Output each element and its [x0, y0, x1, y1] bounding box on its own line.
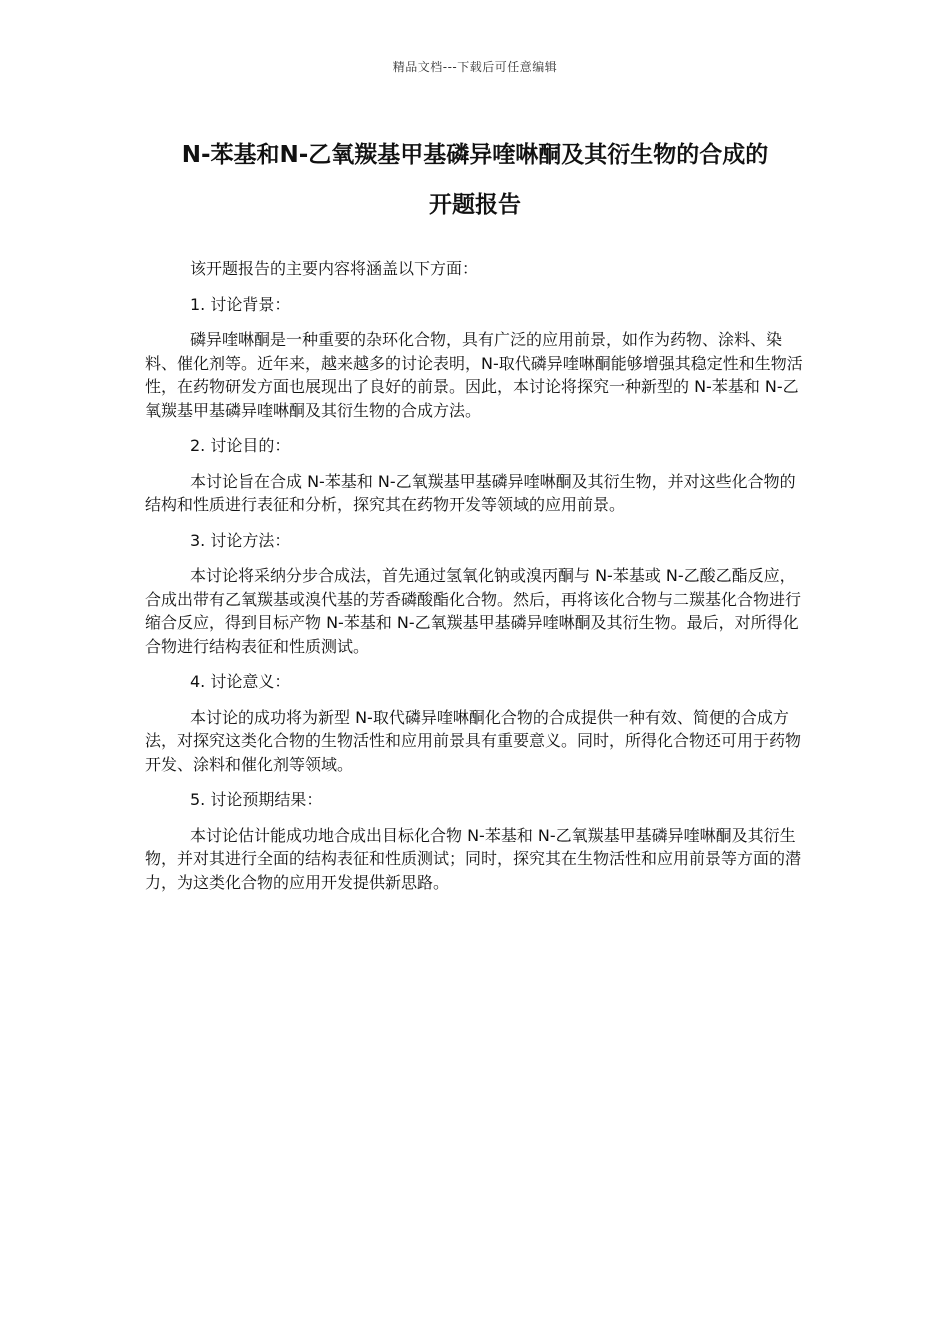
document-body [145, 257, 808, 906]
title-line-1: N-苯基和N-乙氧羰基甲基磷异喹啉酮及其衍生物的合成的 [181, 142, 769, 168]
purpose-paragraph: 本讨论旨在合成 N-苯基和 N-乙氧羰基甲基磷异喹啉酮及其衍生物，并对这些化合物的结构和性质进行表征和分析，探究其在药物开发等领域的应用前景。 [145, 471, 796, 514]
expected-results-paragraph: 本讨论估计能成功地合成出目标化合物 N-苯基和 N-乙氧羰基甲基磷异喹啉酮及其衍生物，并对其进行全面的结构表征和性质测试；同时，探究其在生物活性和应用前景等方面的潜力，为这类化合物的应用开发提供新思路。 [145, 825, 802, 892]
section-heading-method: 3. 讨论方法： [190, 530, 291, 550]
title-line-2: 开题报告 [429, 192, 521, 218]
significance-paragraph: 本讨论的成功将为新型 N-取代磷异喹啉酮化合物的合成提供一种有效、简便的合成方法，对探究这类化合物的生物活性和应用前景具有重要意义。同时，所得化合物还可用于药物开发、涂料和催化剂等领域。 [145, 707, 802, 774]
document-title [120, 130, 830, 230]
header-note: 精品文档---下载后可任意编辑 [392, 60, 558, 74]
section-heading-significance: 4. 讨论意义： [190, 672, 291, 691]
intro-paragraph: 该开题报告的主要内容将涵盖以下方面： [190, 259, 479, 278]
method-paragraph: 本讨论将采纳分步合成法，首先通过氢氧化钠或溴丙酮与 N-苯基或 N-乙酸乙酯反应，合成出带有乙氧羰基或溴代基的芳香磷酸酯化合物。然后，再将该化合物与二羰基化合物进行缩合反应，得到目标产物 N-苯基和 N-乙氧羰基甲基磷异喹啉酮及其衍生物。最后，对所得化合物进行结构表征和性质测试。 [145, 566, 802, 656]
section-heading-purpose: 2. 讨论目的： [190, 436, 291, 455]
background-paragraph: 磷异喹啉酮是一种重要的杂环化合物，具有广泛的应用前景，如作为药物、涂料、染料、催化剂等。近年来，越来越多的讨论表明，N-取代磷异喹啉酮能够增强其稳定性和生物活性，在药物研发方面也展现出了良好的前景。因此，本讨论将探究一种新型的 N-苯基和 N-乙氧羰基甲基磷异喹啉酮及其衍生物的合成方法。 [145, 330, 803, 420]
section-heading-expected-results: 5. 讨论预期结果： [190, 790, 323, 809]
section-heading-background: 1. 讨论背景： [190, 294, 291, 314]
